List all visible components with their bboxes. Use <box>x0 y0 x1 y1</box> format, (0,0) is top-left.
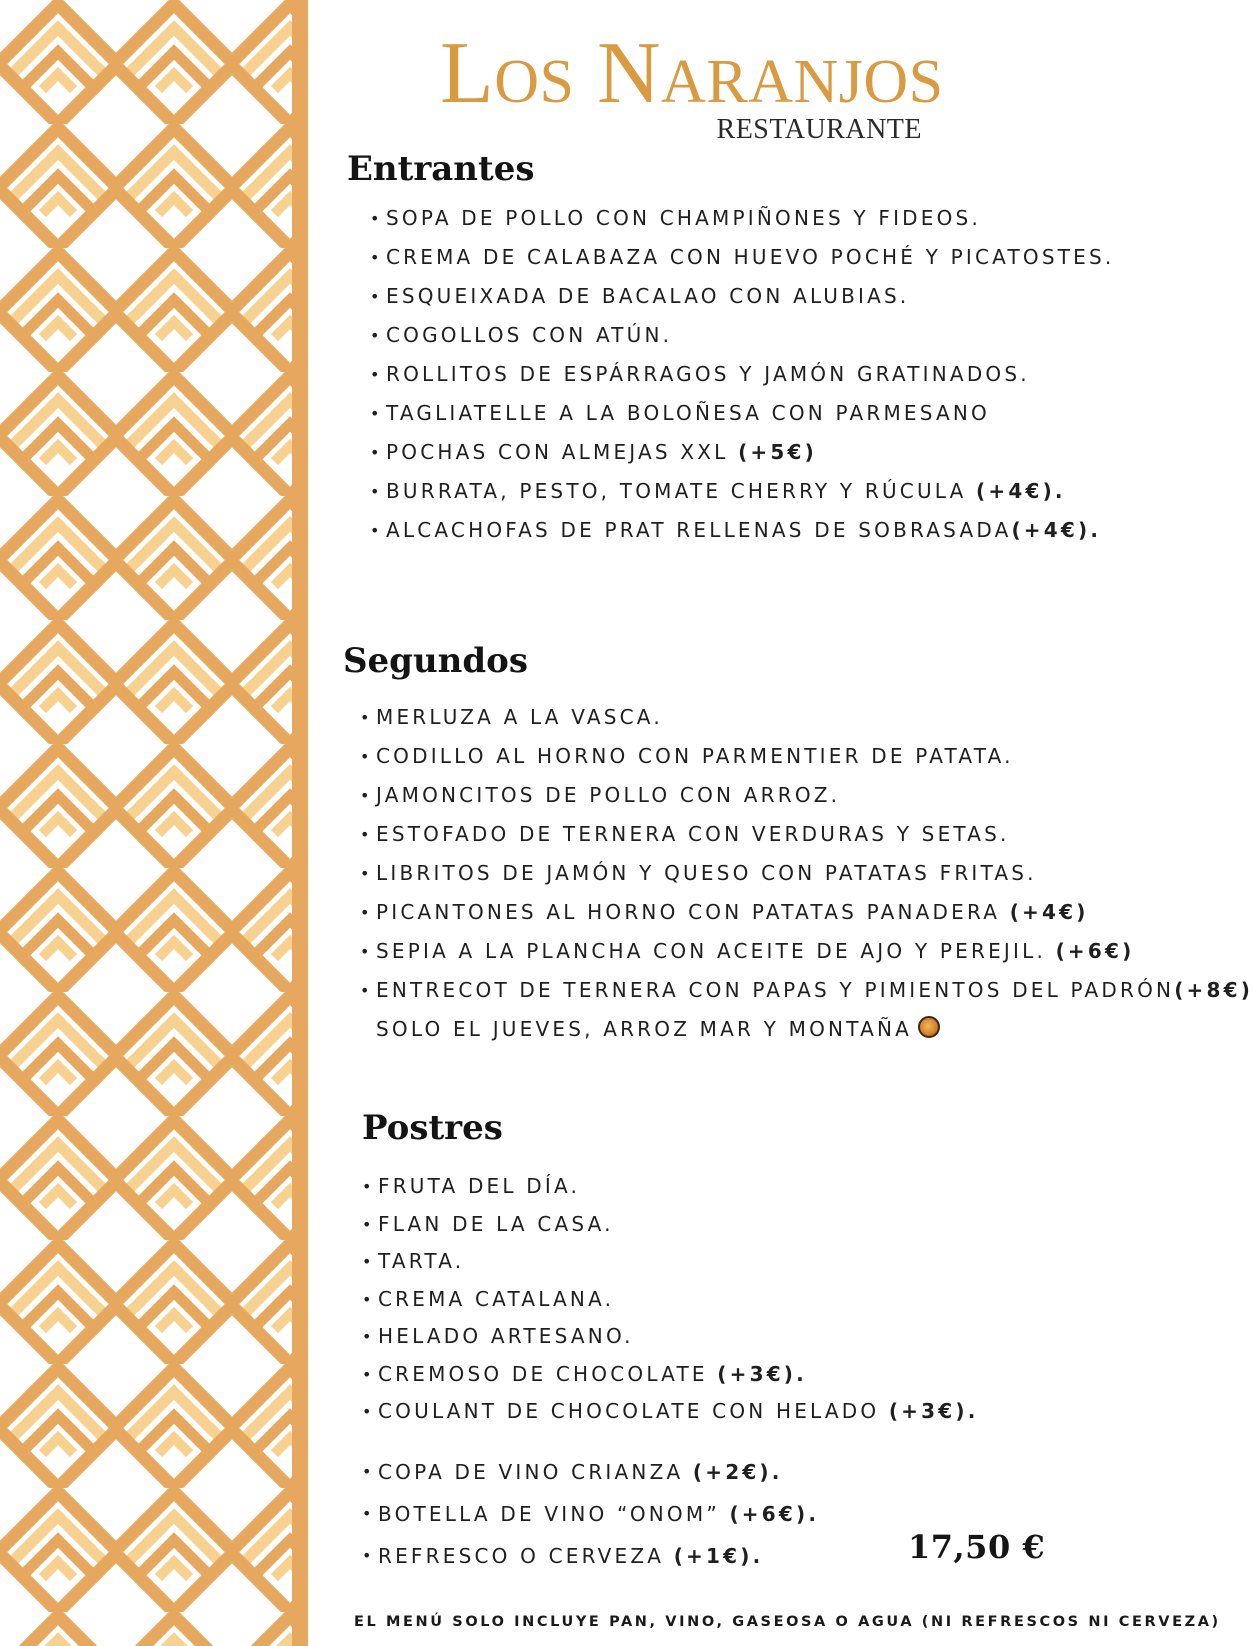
menu-item <box>360 698 1253 737</box>
menu-item <box>362 1356 979 1394</box>
menu-item <box>362 1168 979 1206</box>
menu-item-text: SEPIA A LA PLANCHA CON ACEITE DE AJO Y PEREJIL. <box>376 939 1056 963</box>
menu-item-supplement: (+8€) <box>1174 978 1253 1002</box>
menu-item <box>360 932 1253 971</box>
menu-item-text: REFRESCO O CERVEZA <box>378 1544 674 1568</box>
menu-item-text: COPA DE VINO CRIANZA <box>378 1460 693 1484</box>
bullet-dot: • <box>362 1289 372 1309</box>
section-title-postres: Postres <box>362 1108 503 1148</box>
decorative-pattern <box>0 0 292 1646</box>
menu-item-text: ALCACHOFAS DE PRAT RELLENAS DE SOBRASADA <box>386 518 1012 542</box>
brand-subtitle: RESTAURANTE <box>716 114 922 145</box>
menu-item-text: ROLLITOS DE ESPÁRRAGOS Y JAMÓN GRATINADOS. <box>386 362 1030 386</box>
bullet-dot: • <box>362 1546 372 1565</box>
menu-item-supplement: (+2€). <box>692 1460 783 1484</box>
menu-item-text: LIBRITOS DE JAMÓN Y QUESO CON PATATAS FRITAS. <box>376 861 1037 885</box>
menu-item-text: FRUTA DEL DÍA. <box>378 1174 581 1198</box>
menu-item-text: SOPA DE POLLO CON CHAMPIÑONES Y FIDEOS. <box>386 206 982 230</box>
menu-item-text: FLAN DE LA CASA. <box>378 1211 614 1236</box>
menu-item <box>362 1206 979 1244</box>
footnote: EL MENÚ SOLO INCLUYE PAN, VINO, GASEOSA O AGUA (NI REFRESCOS NI CERVEZA) <box>354 1614 1221 1630</box>
thursday-note <box>376 1010 940 1049</box>
menu-item-supplement: (+4€). <box>1011 518 1102 542</box>
menu-item <box>370 472 1114 511</box>
menu-item <box>360 854 1253 893</box>
menu-item-text: CREMOSO DE CHOCOLATE <box>378 1361 718 1386</box>
bullet-dot: • <box>370 287 380 306</box>
menu-item <box>360 737 1253 776</box>
menu-item-text: BOTELLA DE VINO “ONOM” <box>378 1502 730 1526</box>
entrantes-list <box>370 199 1115 550</box>
menu-item <box>362 1393 979 1431</box>
bullet-dot: • <box>362 1504 372 1523</box>
bullet-dot: • <box>360 708 370 727</box>
bullet-dot: • <box>370 209 380 228</box>
menu-item-supplement: (+1€). <box>673 1544 764 1568</box>
bullet-dot: • <box>360 747 370 766</box>
menu-item <box>360 893 1253 932</box>
bullet-dot: • <box>362 1252 372 1271</box>
menu-item-supplement: (+6€) <box>1055 939 1135 963</box>
menu-item <box>362 1318 979 1356</box>
bullet-dot: • <box>370 482 380 501</box>
bullet-dot: • <box>360 942 370 961</box>
menu-item <box>362 1535 819 1577</box>
brand-name: Los Naranjos <box>440 25 944 122</box>
menu-item <box>370 433 1114 472</box>
menu-item-text: ESQUEIXADA DE BACALAO CON ALUBIAS. <box>386 284 910 308</box>
section-title-segundos: Segundos <box>343 641 528 681</box>
bullet-dot: • <box>360 903 370 922</box>
menu-item <box>370 355 1114 394</box>
menu-item-text: ESTOFADO DE TERNERA CON VERDURAS Y SETAS. <box>376 822 1010 846</box>
brand-logo <box>440 25 944 145</box>
menu-item-text: POCHAS CON ALMEJAS XXL <box>386 440 739 464</box>
menu-item <box>370 316 1114 355</box>
menu-item <box>370 394 1114 433</box>
menu-item-text: ENTRECOT DE TERNERA CON PAPAS Y PIMIENTOS DEL PADRÓN <box>376 978 1175 1002</box>
menu-item-supplement: (+3€). <box>888 1399 979 1423</box>
bebidas-list <box>362 1451 820 1577</box>
menu-item-text: HELADO ARTESANO. <box>378 1324 634 1348</box>
menu-item-supplement: (+3€). <box>717 1361 807 1386</box>
menu-item-text: MERLUZA A LA VASCA. <box>376 705 663 729</box>
bullet-dot: • <box>362 1364 372 1384</box>
menu-item-text: CREMA CATALANA. <box>378 1286 615 1311</box>
menu-item-text: COGOLLOS CON ATÚN. <box>386 323 673 347</box>
menu-item-text: TARTA. <box>378 1249 465 1273</box>
menu-item-supplement: (+6€). <box>729 1502 820 1526</box>
menu-item-text: BURRATA, PESTO, TOMATE CHERRY Y RÚCULA <box>386 479 977 503</box>
segundos-list <box>360 698 1253 1010</box>
bullet-dot: • <box>360 786 370 805</box>
menu-item-text: CREMA DE CALABAZA CON HUEVO POCHÉ Y PICATOSTES. <box>386 245 1115 269</box>
paella-icon <box>918 1016 940 1038</box>
menu-item-text: PICANTONES AL HORNO CON PATATAS PANADERA <box>376 900 1010 924</box>
bullet-dot: • <box>370 365 380 384</box>
menu-item-text: COULANT DE CHOCOLATE CON HELADO <box>378 1399 889 1423</box>
menu-item <box>370 511 1114 550</box>
menu-price: 17,50 € <box>908 1528 1046 1566</box>
bullet-dot: • <box>362 1177 372 1196</box>
bullet-dot: • <box>362 1327 372 1346</box>
menu-item <box>360 815 1253 854</box>
bullet-dot: • <box>362 1402 372 1421</box>
bullet-dot: • <box>370 443 380 462</box>
menu-item <box>370 199 1114 238</box>
bullet-dot: • <box>360 981 370 1000</box>
bullet-dot: • <box>370 326 380 345</box>
menu-item <box>360 776 1253 815</box>
bullet-dot: • <box>362 1462 372 1481</box>
postres-list <box>362 1168 979 1431</box>
menu-item <box>362 1451 819 1493</box>
menu-item <box>362 1281 979 1319</box>
bullet-dot: • <box>370 248 380 267</box>
menu-item-supplement: (+4€). <box>976 479 1066 503</box>
bullet-dot: • <box>370 521 380 540</box>
menu-item-supplement: (+4€) <box>1009 900 1089 924</box>
bullet-dot: • <box>362 1214 372 1234</box>
menu-item <box>370 238 1115 277</box>
menu-item-supplement: (+5€) <box>738 440 817 464</box>
bullet-dot: • <box>360 864 370 883</box>
thursday-note-text: SOLO EL JUEVES, ARROZ MAR Y MONTAÑA <box>376 1017 912 1041</box>
menu-item-text: JAMONCITOS DE POLLO CON ARROZ. <box>376 783 841 807</box>
bullet-dot: • <box>370 404 380 423</box>
menu-item-text: TAGLIATELLE A LA BOLOÑESA CON PARMESANO <box>386 401 990 425</box>
chevron-pattern <box>0 0 292 1646</box>
menu-item <box>362 1243 979 1281</box>
menu-item-text: CODILLO AL HORNO CON PARMENTIER DE PATATA. <box>376 744 1014 768</box>
menu-item <box>362 1493 820 1535</box>
gold-vertical-rule <box>292 0 308 1646</box>
section-title-entrantes: Entrantes <box>347 149 535 189</box>
menu-item <box>370 277 1114 316</box>
menu-item <box>360 971 1253 1010</box>
bullet-dot: • <box>360 825 370 844</box>
